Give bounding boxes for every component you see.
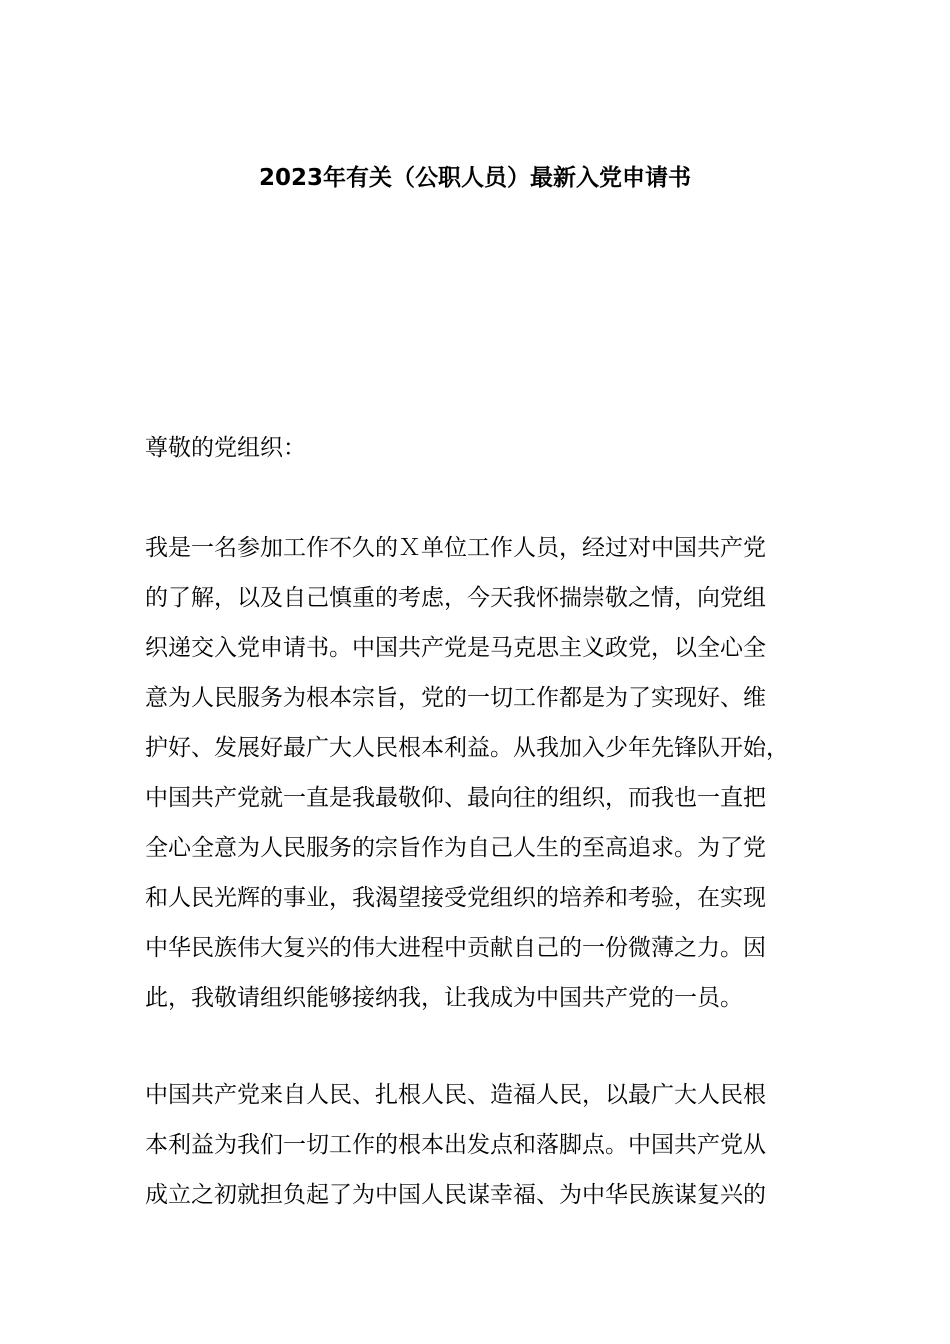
paragraph-line: 此，我敬请组织能够接纳我，让我成为中国共产党的一员。: [145, 985, 743, 1011]
paragraph-line: 和人民光辉的事业，我渴望接受党组织的培养和考验，在实现: [145, 885, 766, 911]
paragraph-line: 本利益为我们一切工作的根本出发点和落脚点。中国共产党从: [145, 1132, 766, 1158]
paragraph-line: 织递交入党申请书。中国共产党是马克思主义政党，以全心全: [145, 635, 766, 661]
paragraph-line: 中国共产党就一直是我最敬仰、最向往的组织，而我也一直把: [145, 785, 766, 811]
paragraph-line: 意为人民服务为根本宗旨，党的一切工作都是为了实现好、维: [145, 685, 766, 711]
paragraph-1: [145, 528, 835, 1028]
paragraph-line: 中华民族伟大复兴的伟大进程中贡献自己的一份微薄之力。因: [145, 935, 766, 961]
paragraph-2: [145, 1075, 835, 1225]
paragraph-line: 中国共产党来自人民、扎根人民、造福人民，以最广大人民根: [145, 1082, 766, 1108]
document-title: 2023年有关（公职人员）最新入党申请书: [258, 165, 691, 191]
paragraph-line: 的了解，以及自己慎重的考虑，今天我怀揣崇敬之情，向党组: [145, 585, 766, 611]
paragraph-line: 全心全意为人民服务的宗旨作为自己人生的至高追求。为了党: [145, 835, 766, 861]
paragraph-line: 我是一名参加工作不久的Ｘ单位工作人员，经过对中国共产党: [145, 535, 766, 561]
paragraph-line: 护好、发展好最广大人民根本利益。从我加入少年先锋队开始，: [145, 735, 789, 761]
paragraph-line: 成立之初就担负起了为中国人民谋幸福、为中华民族谋复兴的: [145, 1182, 766, 1208]
salutation: 尊敬的党组织：: [145, 435, 306, 461]
